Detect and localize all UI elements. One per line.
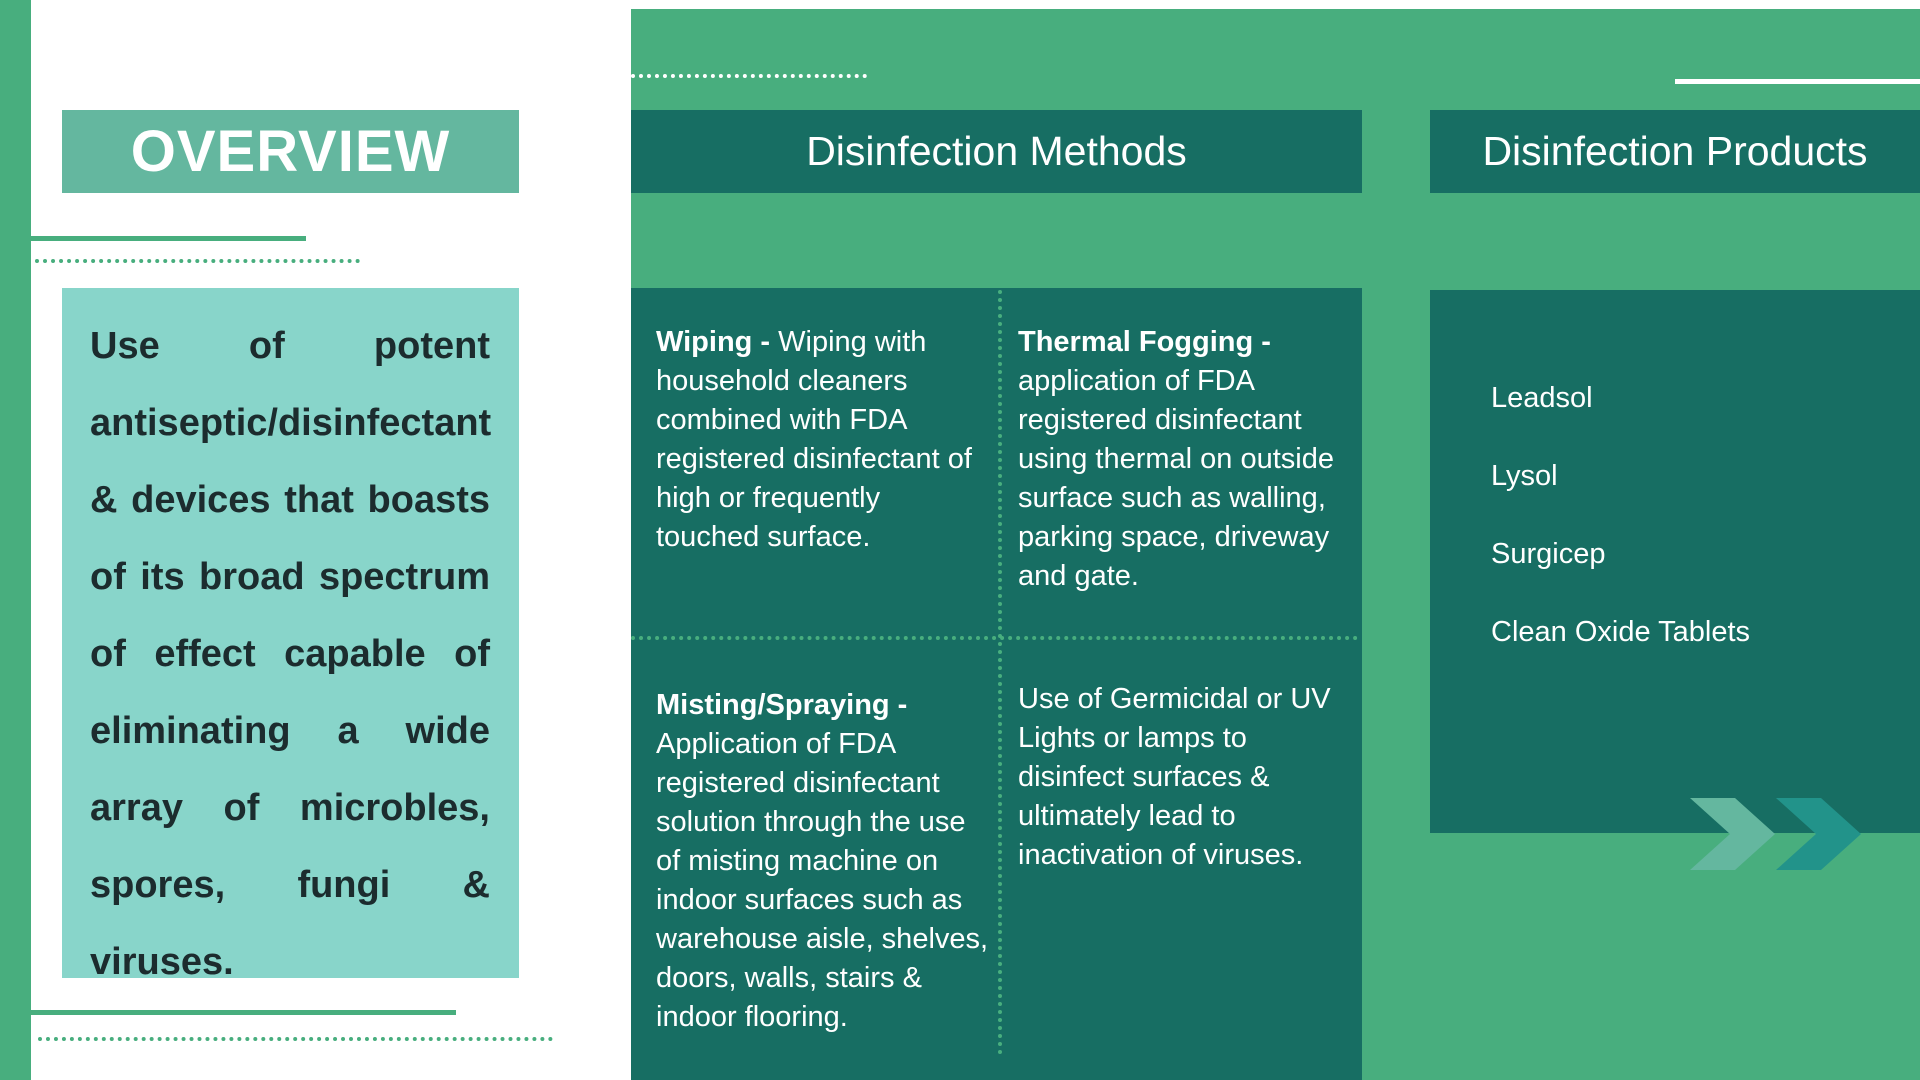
chevron-arrows-icon <box>1690 798 1865 870</box>
method-description: Application of FDA registered disinfectant solution through the use of misting machine on indoor surfaces such as warehouse aisle, shelves, doors, walls, stairs & indoor flooring. <box>656 728 989 1033</box>
dotted-divider <box>38 1037 553 1041</box>
method-description: application of FDA registered disinfectant using thermal on outside surface such as walling, parking space, driveway and gate. <box>1018 365 1334 592</box>
method-misting-spraying <box>656 686 992 1037</box>
product-item: Surgicep <box>1491 538 1606 570</box>
chevron-right-icon <box>1690 798 1775 870</box>
method-wiping <box>656 323 986 557</box>
left-accent-strip <box>0 0 31 1080</box>
methods-header-box <box>631 110 1362 193</box>
method-description: Use of Germicidal or UV Lights or lamps to disinfect surfaces & ultimately lead to inactivation of viruses. <box>1018 683 1331 871</box>
method-description: Wiping with household cleaners combined with FDA registered disinfectant of high or frequently touched surface. <box>656 326 972 553</box>
methods-header: Disinfection Methods <box>806 128 1187 174</box>
overview-text-box <box>62 288 519 983</box>
method-uv-lights <box>1018 680 1358 875</box>
dotted-divider <box>35 259 360 263</box>
divider-line <box>31 236 306 241</box>
product-item: Leadsol <box>1491 382 1593 414</box>
product-item: Clean Oxide Tablets <box>1491 616 1751 648</box>
product-item: Lysol <box>1491 460 1558 492</box>
products-header: Disinfection Products <box>1482 128 1868 174</box>
overview-text: Use of potent antiseptic/disinfectant & devices that boasts of its broad spectrum of effect capable of eliminating a wide array of microbles, spores, fungi & viruses. <box>90 325 492 983</box>
dotted-divider <box>631 74 867 78</box>
overview-title: OVERVIEW <box>130 119 451 184</box>
grid-divider-vertical <box>998 290 1002 1055</box>
divider-line <box>31 1010 456 1015</box>
products-header-box <box>1430 110 1920 193</box>
divider-line <box>1675 79 1920 84</box>
method-name: Misting/Spraying - <box>656 689 908 721</box>
method-thermal-fogging <box>1018 323 1358 596</box>
chevron-right-icon <box>1776 798 1861 870</box>
method-name: Wiping - <box>656 326 779 358</box>
overview-title-box <box>62 110 519 193</box>
method-name: Thermal Fogging - <box>1018 326 1271 358</box>
grid-divider-horizontal <box>631 636 1358 640</box>
